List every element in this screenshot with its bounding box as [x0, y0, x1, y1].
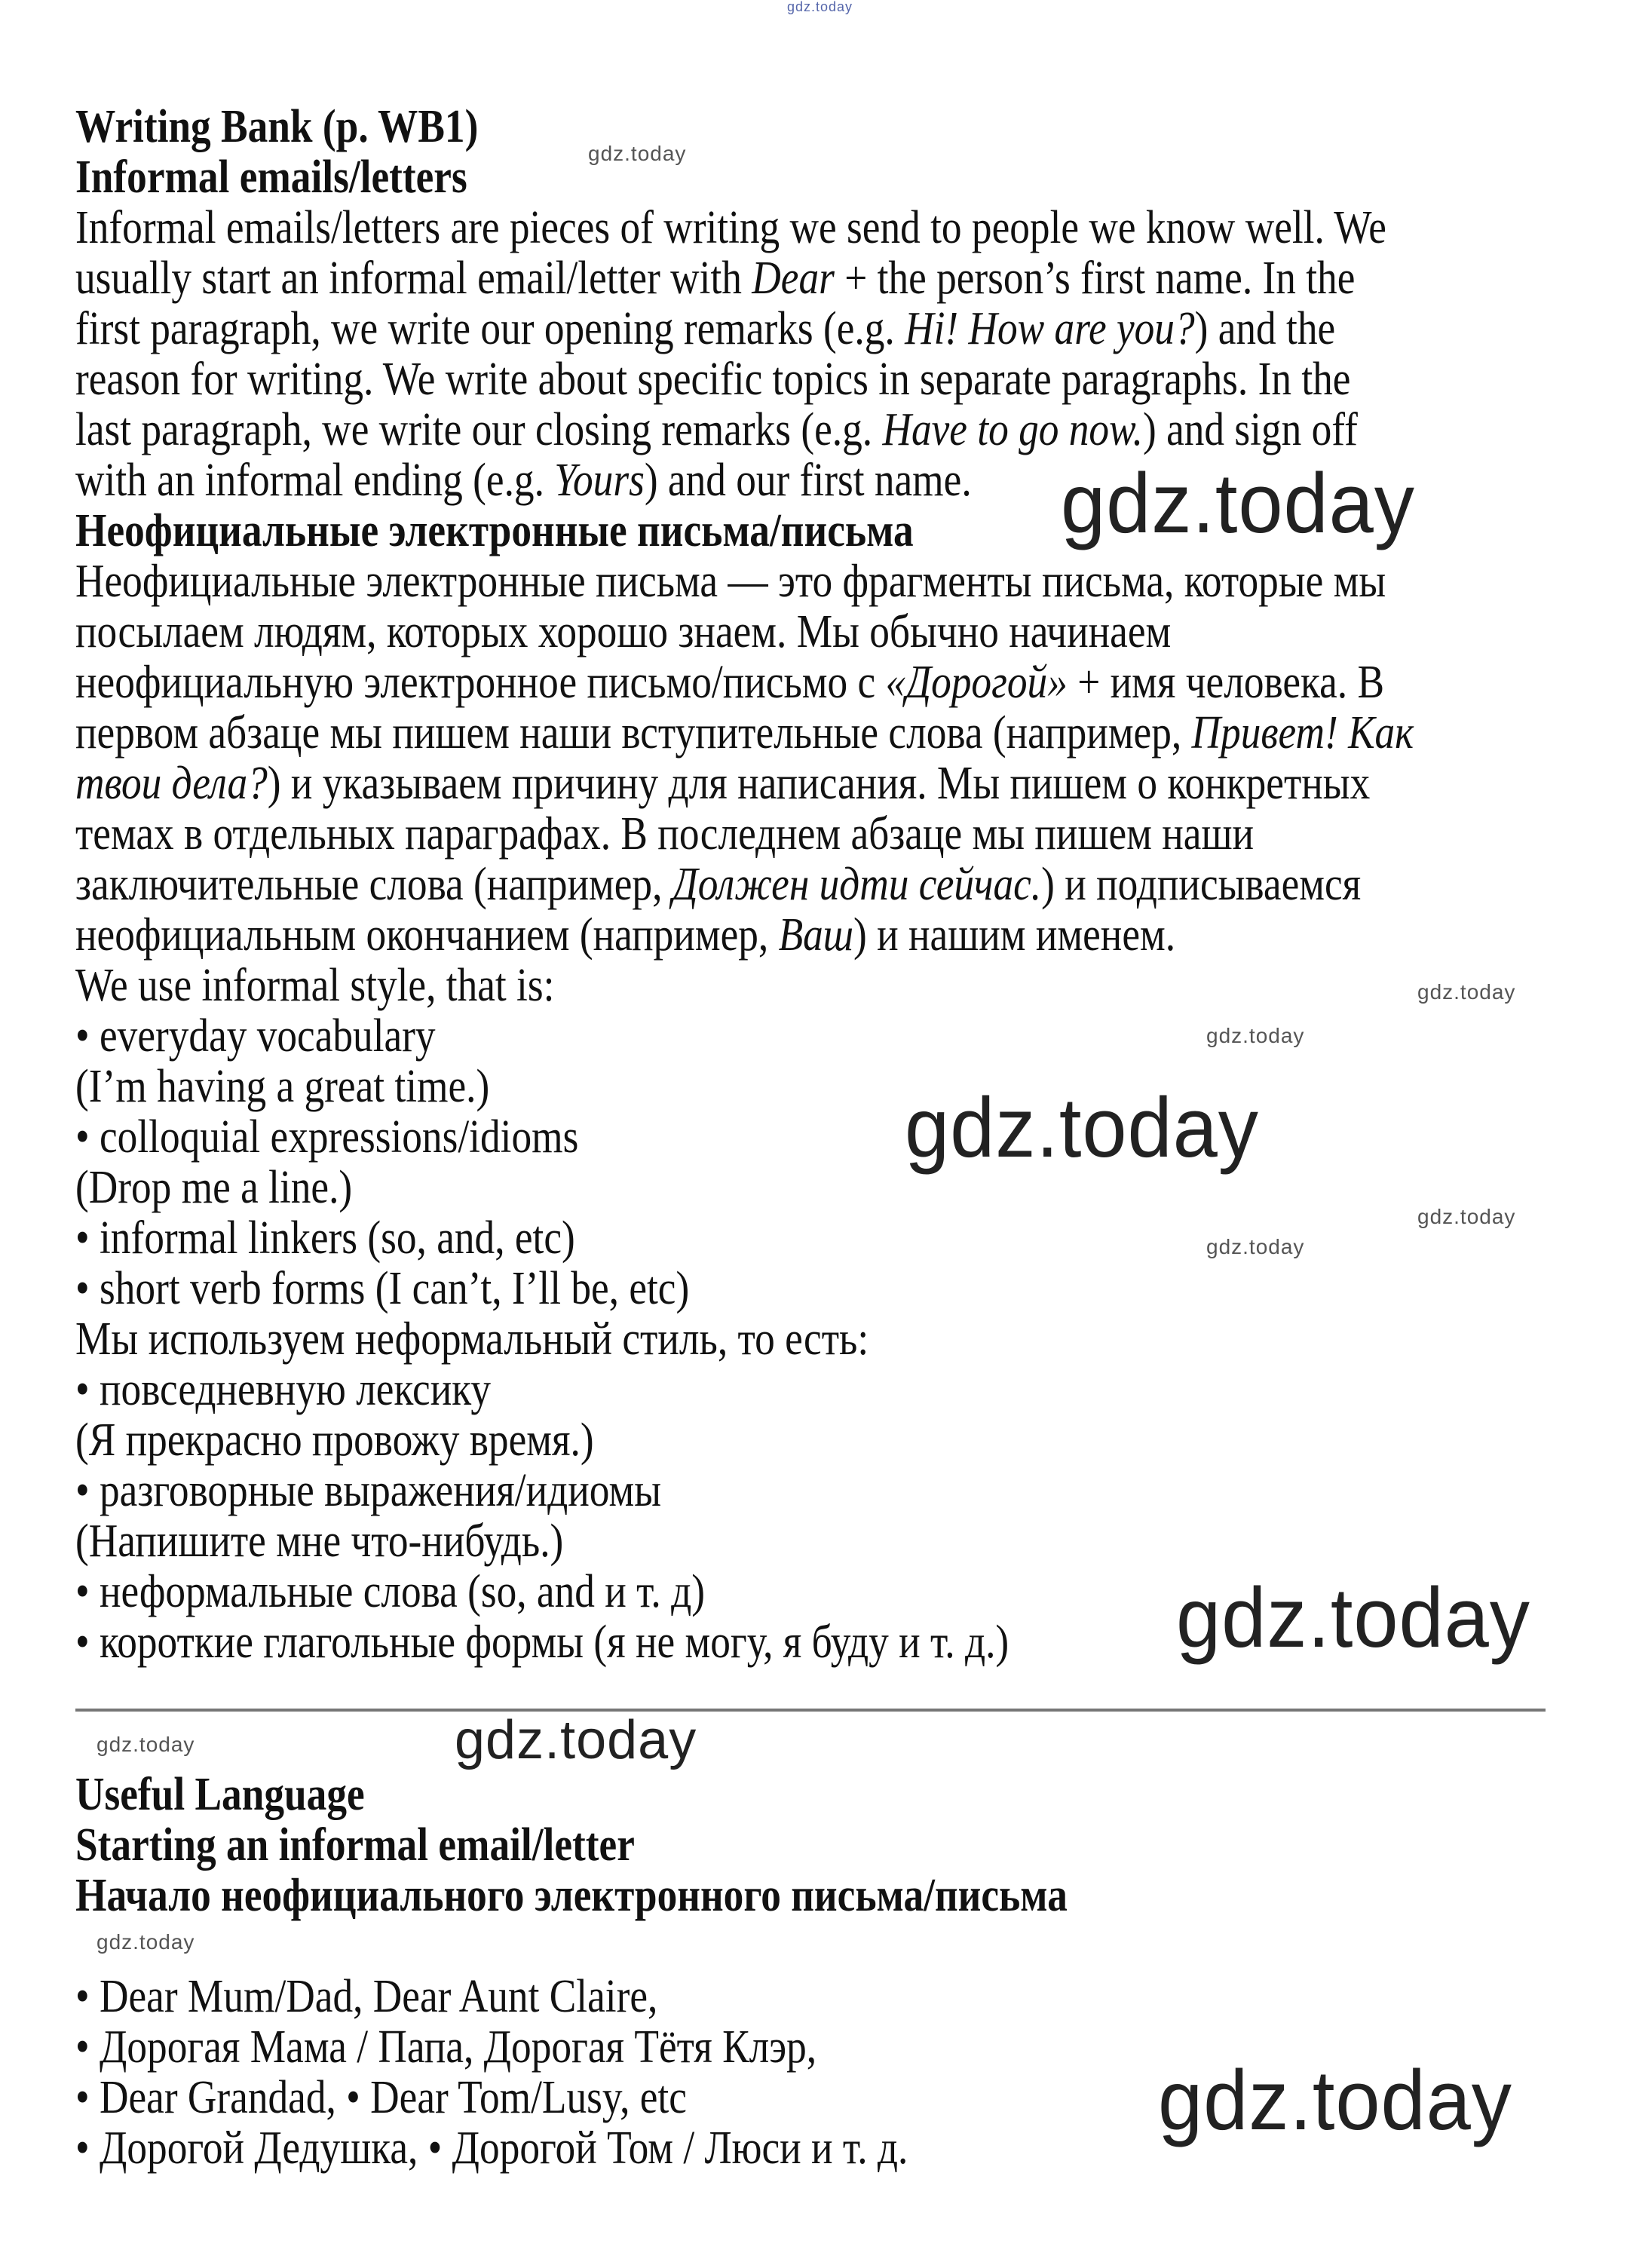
text-line	[75, 657, 1414, 708]
text-line	[75, 1921, 1068, 1972]
text-line	[75, 1365, 1414, 1415]
text-segment: with an informal ending (e.g.	[75, 455, 555, 506]
text-segment: • короткие глагольные формы (я не могу, я буду и т. д.)	[75, 1617, 1009, 1668]
text-segment: ) и нашим именем.	[853, 909, 1176, 961]
text-segment: ) and sign off	[1143, 404, 1358, 455]
text-line	[75, 405, 1414, 455]
text-segment: Мы используем неформальный стиль, то есть:	[75, 1313, 869, 1365]
text-segment: • everyday vocabulary	[75, 1010, 436, 1062]
text-segment: • short verb forms (I can’t, I’ll be, etc)	[75, 1263, 690, 1314]
watermark: gdz.today	[588, 142, 687, 165]
text-segment: reason for writing. We write about specific topics in separate paragraphs. In the	[75, 354, 1351, 405]
watermark: gdz.today	[1176, 1571, 1530, 1665]
watermark: gdz.today	[1417, 1205, 1516, 1228]
text-line	[75, 1972, 1068, 2022]
text-segment: Неофициальные электронные письма — это фрагменты письма, которые мы	[75, 556, 1386, 607]
useful-language-section	[75, 1770, 1068, 2174]
text-line	[75, 203, 1414, 253]
text-line	[75, 304, 1414, 354]
text-segment: We use informal style, that is:	[75, 960, 555, 1011]
watermark: gdz.today	[1206, 1024, 1305, 1047]
text-segment: (Drop me a line.)	[75, 1162, 353, 1213]
watermark: gdz.today	[1206, 1235, 1305, 1258]
text-line	[75, 860, 1414, 910]
text-segment: • неформальные слова (so, and и т. д)	[75, 1566, 705, 1617]
text-line	[75, 961, 1414, 1011]
text-segment: ) and our first name.	[644, 455, 972, 506]
text-line	[75, 1314, 1414, 1365]
text-segment: first paragraph, we write our opening remarks (e.g.	[75, 303, 905, 354]
text-segment: ) and the	[1194, 303, 1336, 354]
italic-example: «Дорогой»	[885, 657, 1068, 708]
text-segment: посылаем людям, которых хорошо знаем. Мы обычно начинаем	[75, 606, 1172, 657]
text-line	[75, 1466, 1414, 1516]
italic-example: Have to go now.	[882, 404, 1144, 455]
italic-example: Hi! How are you?	[905, 303, 1195, 354]
text-line	[75, 708, 1414, 759]
italic-example: твои дела?	[75, 758, 268, 809]
heading-line	[75, 1770, 1068, 1820]
text-segment: • повседневную лексику	[75, 1364, 492, 1415]
text-segment: • разговорные выражения/идиомы	[75, 1465, 662, 1516]
text-line	[75, 607, 1414, 657]
watermark: gdz.today	[455, 1710, 697, 1770]
watermark: gdz.today	[1417, 980, 1516, 1004]
text-line	[75, 2123, 1068, 2174]
section-divider	[75, 1709, 1546, 1712]
text-segment: + имя человека. В	[1067, 657, 1385, 708]
text-segment: (Напишите мне что-нибудь.)	[75, 1516, 564, 1567]
text-segment: last paragraph, we write our closing remarks (e.g.	[75, 404, 883, 455]
text-line	[75, 253, 1414, 304]
text-segment: Informal emails/letters	[75, 152, 467, 203]
text-segment: • informal linkers (so, and, etc)	[75, 1212, 575, 1264]
text-segment: • Дорогая Мама / Папа, Дорогая Тётя Клэр,	[75, 2021, 817, 2073]
heading-line	[75, 102, 1414, 152]
text-segment: (Я прекрасно провожу время.)	[75, 1414, 594, 1466]
text-line	[75, 809, 1414, 860]
text-segment: Starting an informal email/letter	[75, 1819, 635, 1871]
text-segment: неофициальную электронное письмо/письмо с	[75, 657, 886, 708]
watermark: gdz.today	[1158, 2053, 1512, 2147]
writing-bank-section	[75, 102, 1414, 1668]
text-segment: Informal emails/letters are pieces of writing we send to people we know well. We	[75, 202, 1386, 253]
text-line	[75, 1415, 1414, 1466]
text-segment: ) и указываем причину для написания. Мы пишем о конкретных	[267, 758, 1371, 809]
text-segment: Неофициальные электронные письма/письма	[75, 505, 914, 556]
watermark: gdz.today	[1061, 456, 1415, 550]
text-segment: Writing Bank (p. WB1)	[75, 101, 479, 152]
text-segment: Useful Language	[75, 1769, 365, 1820]
text-line	[75, 2022, 1068, 2073]
heading-line	[75, 1820, 1068, 1871]
watermark: gdz.today	[97, 1930, 195, 1954]
text-segment: Начало неофициального электронного письма/письма	[75, 1870, 1068, 1921]
heading-line	[75, 152, 1414, 203]
text-line	[75, 759, 1414, 809]
italic-example: Привет! Как	[1191, 707, 1414, 759]
text-segment: • colloquial expressions/idioms	[75, 1111, 579, 1163]
text-segment: заключительные слова (например,	[75, 859, 672, 910]
text-segment: (I’m having a great time.)	[75, 1061, 490, 1112]
text-line	[75, 354, 1414, 405]
text-line	[75, 910, 1414, 961]
italic-example: Yours	[554, 455, 645, 506]
text-segment: + the person’s first name. In the	[834, 253, 1356, 304]
text-segment: • Dear Mum/Dad, Dear Aunt Claire,	[75, 1971, 658, 2022]
italic-example: Должен идти сейчас.	[672, 859, 1042, 910]
text-segment: • Dear Grandad, • Dear Tom/Lusy, etc	[75, 2072, 687, 2123]
italic-example: Dear	[752, 253, 835, 304]
watermark: gdz.today	[905, 1080, 1259, 1175]
text-line	[75, 556, 1414, 607]
text-segment: usually start an informal email/letter with	[75, 253, 752, 304]
watermark: gdz.today	[787, 0, 853, 14]
text-line	[75, 1264, 1414, 1314]
text-segment: первом абзаце мы пишем наши вступительные слова (например,	[75, 707, 1192, 759]
italic-example: Ваш	[778, 909, 854, 961]
watermark: gdz.today	[97, 1733, 195, 1756]
text-segment: неофициальным окончанием (например,	[75, 909, 779, 961]
text-line	[75, 1516, 1414, 1567]
text-segment: • Дорогой Дедушка, • Дорогой Том / Люси и т. д.	[75, 2122, 908, 2174]
heading-line	[75, 1871, 1068, 1921]
text-segment: ) и подписываемся	[1041, 859, 1362, 910]
text-segment: темах в отдельных параграфах. В последнем абзаце мы пишем наши	[75, 808, 1255, 860]
text-line	[75, 2073, 1068, 2123]
